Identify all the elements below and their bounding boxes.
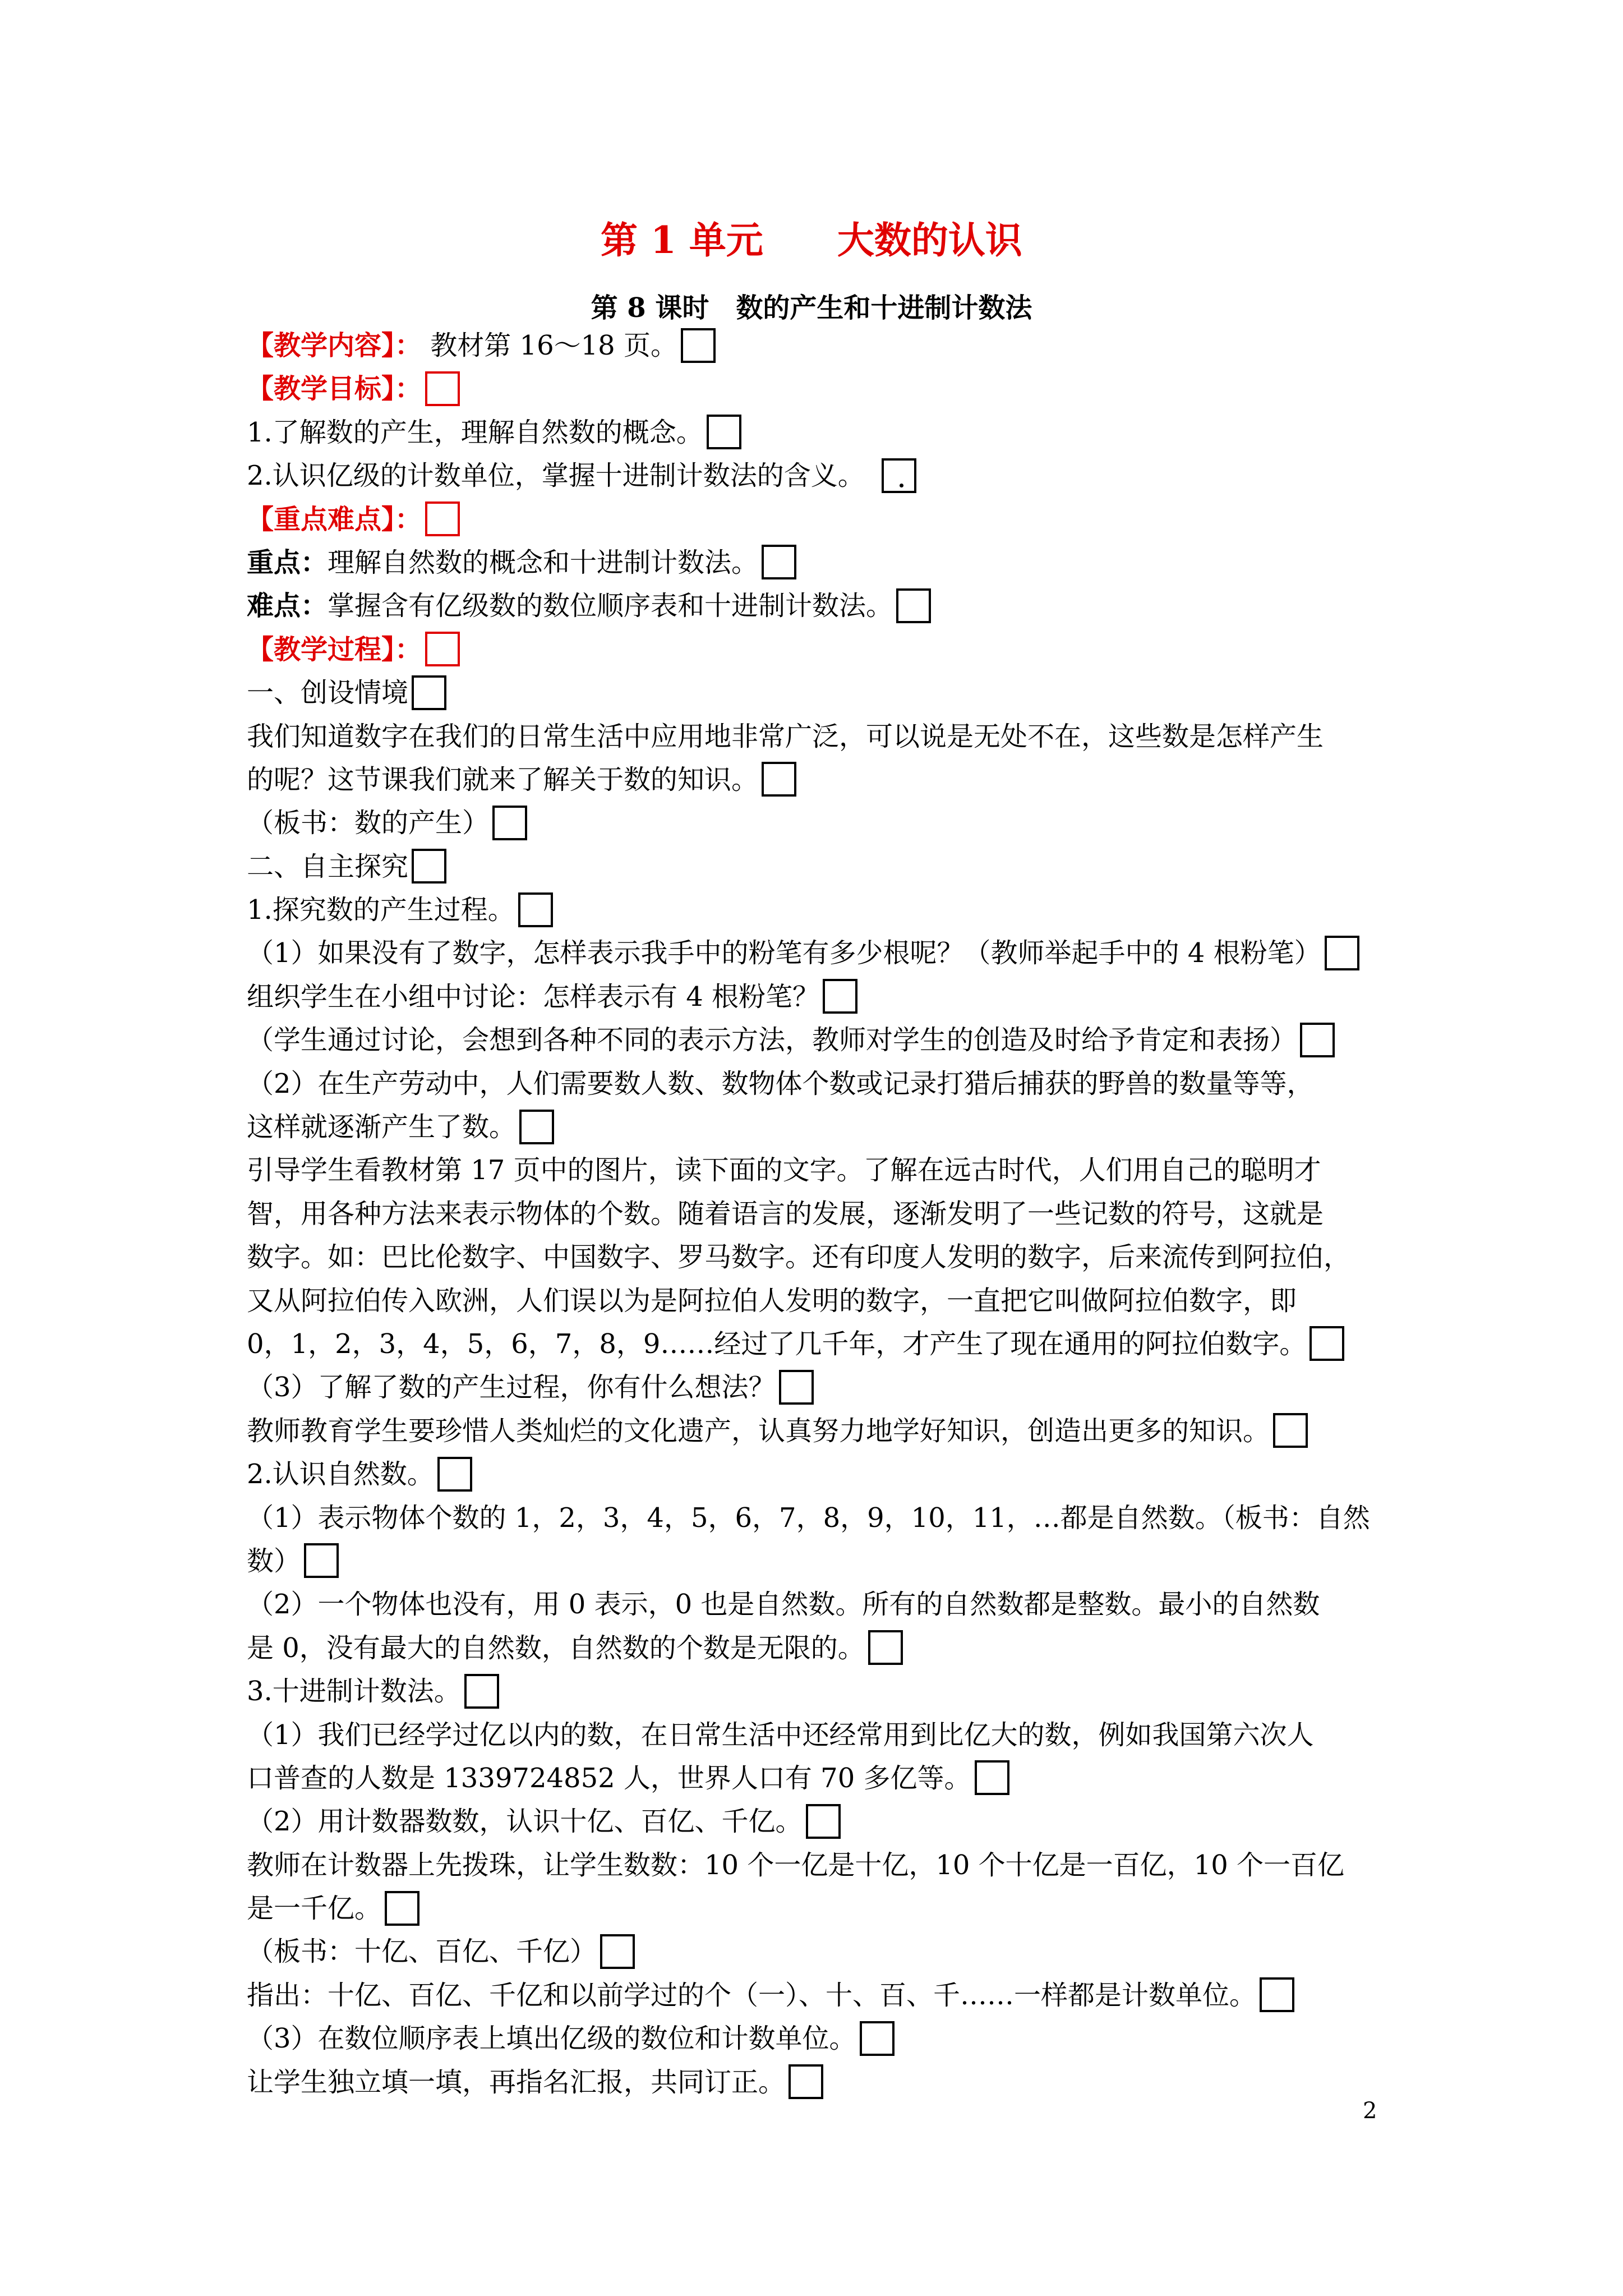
checkbox[interactable] <box>806 1804 841 1839</box>
checkbox[interactable] <box>519 1110 554 1144</box>
text-line <box>247 367 1399 411</box>
text-line <box>247 1453 1399 1496</box>
dot-mark <box>900 484 903 487</box>
text-line <box>247 715 1399 758</box>
text-line <box>247 498 1399 541</box>
lesson-body <box>247 324 1399 2104</box>
section-label: 【教学内容】： <box>247 330 422 361</box>
checkbox[interactable] <box>425 632 460 666</box>
text-line <box>247 1410 1399 1453</box>
checkbox[interactable] <box>425 501 460 536</box>
line-text: 理解自然数的概念和十进制计数法。 <box>328 546 759 578</box>
text-line <box>247 1062 1399 1106</box>
line-text: 教材第 16～18 页。 <box>422 330 677 361</box>
checkbox[interactable] <box>385 1891 419 1926</box>
line-text: 数） <box>247 1545 301 1577</box>
text-line <box>247 889 1399 932</box>
checkbox[interactable] <box>1325 936 1359 970</box>
checkbox[interactable] <box>868 1630 903 1665</box>
checkbox[interactable] <box>762 545 796 579</box>
checkbox[interactable] <box>1310 1326 1344 1361</box>
checkbox[interactable] <box>860 2021 895 2056</box>
text-line <box>247 1800 1399 1843</box>
text-line <box>247 1627 1399 1670</box>
line-text: 这样就逐渐产生了数。 <box>247 1111 517 1143</box>
line-text: （板书：十亿、百亿、千亿） <box>247 1936 597 1968</box>
checkbox[interactable] <box>412 675 446 710</box>
line-text: 教师教育学生要珍惜人类灿烂的文化遗产，认真努力地学好知识，创造出更多的知识。 <box>247 1415 1270 1447</box>
text-line <box>247 1844 1399 1887</box>
text-line <box>247 845 1399 889</box>
text-line <box>247 1974 1399 2017</box>
line-text: 0，1，2，3，4，5，6，7，8，9……经过了几千年，才产生了现在通用的阿拉伯数字。 <box>247 1328 1307 1360</box>
text-line <box>247 1887 1399 1930</box>
line-text: 1.探究数的产生过程。 <box>247 894 515 926</box>
checkbox[interactable] <box>304 1543 339 1578</box>
checkbox[interactable] <box>518 892 553 927</box>
unit-title: 第 1 单元 大数的认识 <box>601 218 1022 262</box>
line-text: （1）表示物体个数的 1，2，3，4，5，6，7，8，9，10，11，…都是自然数。（板书：自然 <box>247 1502 1370 1534</box>
line-text: 是一千亿。 <box>247 1893 382 1925</box>
text-line <box>247 1323 1399 1366</box>
line-text: 口普查的人数是 1339724852 人，世界人口有 70 多亿等。 <box>247 1762 971 1794</box>
line-text: （2）在生产劳动中，人们需要数人数、数物体个数或记录打猎后捕获的野兽的数量等等， <box>247 1068 1314 1099</box>
text-line <box>247 2061 1399 2104</box>
line-text: （3）了解了数的产生过程，你有什么想法？ <box>247 1372 776 1404</box>
line-text: 的呢？这节课我们就来了解关于数的知识。 <box>247 763 759 795</box>
text-line <box>247 932 1399 975</box>
checkbox[interactable] <box>600 1934 635 1969</box>
checkbox[interactable] <box>789 2064 823 2099</box>
text-line <box>247 454 1399 498</box>
text-line <box>247 1366 1399 1409</box>
text-line <box>247 671 1399 715</box>
line-text: （板书：数的产生） <box>247 807 490 839</box>
text-line <box>247 1497 1399 1540</box>
checkbox[interactable] <box>412 849 446 884</box>
text-line <box>247 1583 1399 1626</box>
checkbox[interactable] <box>823 979 857 1014</box>
text-line <box>247 411 1399 454</box>
line-text: 数字。如：巴比伦数字、中国数字、罗马数字。还有印度人发明的数字，后来流传到阿拉伯， <box>247 1241 1351 1273</box>
text-line <box>247 1714 1399 1757</box>
checkbox[interactable] <box>437 1457 472 1492</box>
checkbox[interactable] <box>882 458 916 493</box>
line-text: 一、创设情境 <box>247 677 409 709</box>
line-text: 掌握含有亿级数的数位顺序表和十进制计数法。 <box>328 590 893 622</box>
text-line <box>247 1106 1399 1149</box>
checkbox[interactable] <box>779 1370 814 1405</box>
line-text: （学生通过讨论，会想到各种不同的表示方法，教师对学生的创造及时给予肯定和表扬） <box>247 1024 1297 1056</box>
text-line <box>247 1193 1399 1236</box>
checkbox[interactable] <box>975 1760 1009 1795</box>
section-label: 【重点难点】： <box>247 503 422 535</box>
line-text: 二、自主探究 <box>247 850 409 882</box>
line-text: 让学生独立填一填，再指名汇报，共同订正。 <box>247 2066 786 2098</box>
line-text: 1.了解数的产生，理解自然数的概念。 <box>247 416 703 448</box>
text-line <box>247 1757 1399 1800</box>
text-line <box>247 976 1399 1019</box>
checkbox[interactable] <box>1260 1977 1294 2012</box>
checkbox[interactable] <box>492 806 527 840</box>
section-label: 【教学过程】： <box>247 633 422 665</box>
lesson-subtitle: 第 8 课时 数的产生和十进制计数法 <box>591 292 1032 324</box>
line-text: 3.十进制计数法。 <box>247 1676 461 1708</box>
text-line <box>247 1019 1399 1062</box>
text-line <box>247 628 1399 671</box>
checkbox[interactable] <box>1273 1413 1308 1448</box>
text-line <box>247 585 1399 628</box>
line-text: 指出：十亿、百亿、千亿和以前学过的个（一）、十、百、千……一样都是计数单位。 <box>247 1979 1257 2011</box>
checkbox[interactable] <box>707 415 741 449</box>
line-text: （3）在数位顺序表上填出亿级的数位和计数单位。 <box>247 2023 856 2055</box>
text-line <box>247 1670 1399 1713</box>
line-text: 2.认识自然数。 <box>247 1458 434 1490</box>
page-number: 2 <box>1363 2098 1377 2124</box>
text-line <box>247 324 1399 367</box>
line-text: （2）一个物体也没有，用 0 表示，0 也是自然数。所有的自然数都是整数。最小的自然数 <box>247 1589 1320 1621</box>
line-label: 重点： <box>247 546 328 578</box>
text-line <box>247 802 1399 845</box>
line-text: （1）如果没有了数字，怎样表示我手中的粉笔有多少根呢？（教师举起手中的 4 根粉笔） <box>247 937 1321 969</box>
text-line <box>247 2017 1399 2060</box>
line-label: 难点： <box>247 590 328 622</box>
line-text: （2）用计数器数数，认识十亿、百亿、千亿。 <box>247 1806 803 1838</box>
checkbox[interactable] <box>464 1674 499 1709</box>
line-text: （1）我们已经学过亿以内的数，在日常生活中还经常用到比亿大的数，例如我国第六次人 <box>247 1719 1314 1751</box>
line-text: 教师在计数器上先拨珠，让学生数数：10 个一亿是十亿，10 个十亿是一百亿，10 个一百亿 <box>247 1849 1345 1881</box>
text-line <box>247 1930 1399 1973</box>
text-line <box>247 541 1399 585</box>
text-line <box>247 1149 1399 1192</box>
section-label: 【教学目标】： <box>247 373 422 405</box>
line-text: 智，用各种方法来表示物体的个数。随着语言的发展，逐渐发明了一些记数的符号，这就是 <box>247 1198 1324 1230</box>
line-text: 引导学生看教材第 17 页中的图片，读下面的文字。了解在远古时代，人们用自己的聪明才 <box>247 1154 1321 1186</box>
text-line <box>247 1236 1399 1279</box>
text-line <box>247 758 1399 802</box>
line-text: 组织学生在小组中讨论：怎样表示有 4 根粉笔？ <box>247 981 820 1013</box>
line-text: 2.认识亿级的计数单位，掌握十进制计数法的含义。 <box>247 460 865 492</box>
checkbox[interactable] <box>896 588 931 623</box>
text-line <box>247 1540 1399 1583</box>
checkbox[interactable] <box>425 371 460 406</box>
line-text: 是 0，没有最大的自然数，自然数的个数是无限的。 <box>247 1632 865 1664</box>
checkbox[interactable] <box>681 328 716 363</box>
checkbox[interactable] <box>1300 1023 1335 1057</box>
line-text: 我们知道数字在我们的日常生活中应用地非常广泛，可以说是无处不在，这些数是怎样产生 <box>247 720 1324 752</box>
text-line <box>247 1280 1399 1323</box>
checkbox[interactable] <box>762 762 796 797</box>
line-text: 又从阿拉伯传入欧洲，人们误以为是阿拉伯人发明的数字，一直把它叫做阿拉伯数字，即 <box>247 1285 1297 1317</box>
